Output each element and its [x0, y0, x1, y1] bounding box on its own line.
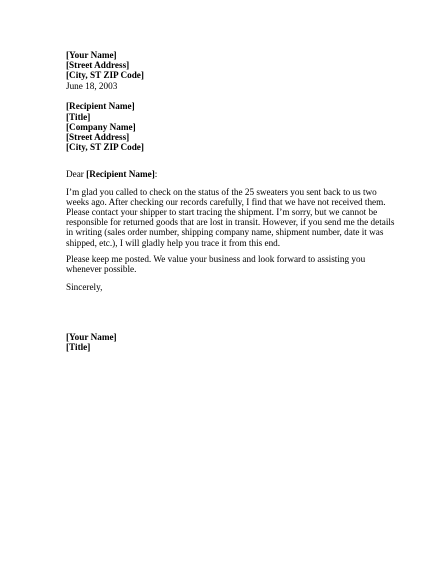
- sender-block: [66, 50, 396, 91]
- paragraph-line: Please contact your shipper to start tracing the shipment. I’m sorry, but we cannot be: [66, 206, 378, 217]
- paragraph-line: Please keep me posted. We value your business and look forward to assisting you: [66, 254, 366, 265]
- signature-block: [66, 332, 396, 352]
- signature-name: [Your Name]: [66, 331, 117, 342]
- paragraph-line: I’m glad you called to check on the status of the 25 sweaters you sent back to us two: [66, 186, 377, 197]
- recipient-company: [Company Name]: [66, 121, 136, 132]
- sender-name: [Your Name]: [66, 50, 117, 60]
- letter-date: June 18, 2003: [66, 80, 118, 91]
- paragraph-line: shipped, etc.), I will gladly help you trace it from this end.: [66, 237, 281, 248]
- salutation-name: [Recipient Name]: [86, 169, 155, 180]
- recipient-block: [66, 101, 396, 152]
- recipient-name: [Recipient Name]: [66, 101, 135, 112]
- recipient-street: [Street Address]: [66, 131, 130, 142]
- paragraph-line: in writing (sales order number, shipping company name, shipment number, date it was: [66, 227, 384, 238]
- paragraph-2: [66, 254, 396, 274]
- salutation-suffix: :: [154, 169, 158, 180]
- letter-body: [66, 50, 396, 352]
- paragraph-1: [66, 187, 396, 248]
- salutation: [66, 169, 396, 179]
- closing-text: Sincerely,: [66, 281, 103, 292]
- recipient-title: [Title]: [66, 111, 91, 122]
- paragraph-line: responsible for returned goods that are lost in transit. However, if you send me the details: [66, 217, 395, 228]
- closing: [66, 282, 396, 292]
- recipient-city: [City, ST ZIP Code]: [66, 142, 144, 153]
- paragraph-line: weeks ago. After checking our records carefully, I find that we have not received them.: [66, 196, 386, 207]
- sender-city: [City, ST ZIP Code]: [66, 70, 144, 81]
- salutation-prefix: Dear: [66, 169, 87, 180]
- sender-street: [Street Address]: [66, 60, 130, 71]
- signature-title: [Title]: [66, 342, 91, 353]
- paragraph-line: whenever possible.: [66, 264, 137, 275]
